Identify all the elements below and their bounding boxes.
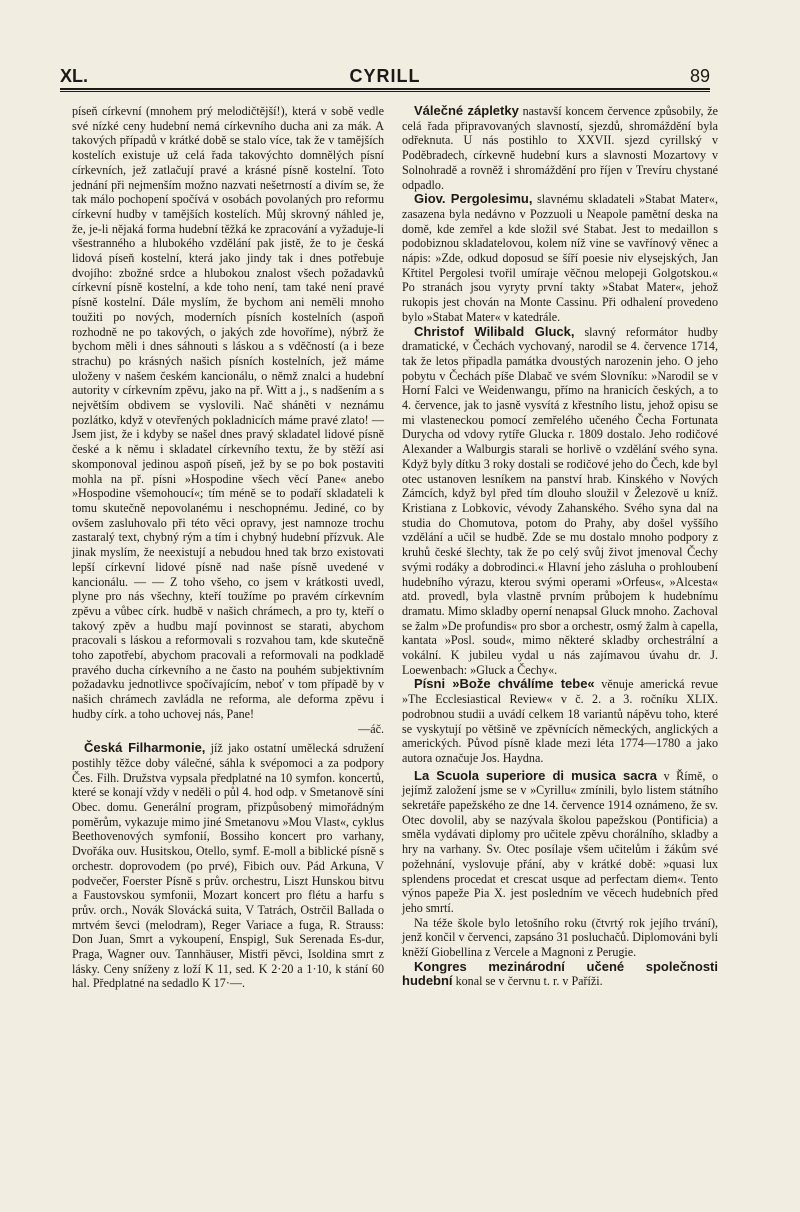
right-column (402, 104, 718, 989)
left-column (72, 104, 384, 991)
journal-title: CYRILL (349, 66, 421, 86)
article-gluck (402, 325, 718, 678)
article-boze-chvalime (402, 677, 718, 765)
text-boze-chvalime: věnuje americká revue »The Ecclesiastical Review« v č. 2. a 3. ročníku XLIX. podrobnou studii a uvádí celkem 18 variantů nápěvu toho, které se vyskytují po většině ve zpěvnících německých, anglických a amerických. Původ písně klade mezi léta 1774—1780 a jako autora označuje Jos. Haydna. (402, 677, 718, 765)
page-number: 89 (689, 66, 710, 86)
text-scuola-superiore: v Římě, o jejímž založení jsme se v »Cyrillu« zmínili, bylo listem státního sekretáře papežského ze dne 14. července 1914 oznámeno, že sv. Otec dovolil, aby se nazývala školou papežskou (Pontificia) a směla vydávati diplomy pro učitele zpěvu chorálního, skladby a hry na varhany. Sv. Otec posílaje všem učitelům i žákům své požehnání, vyslovuje přání, aby v krátké době: »quasi lux splendens procedat et crescat usque ad perfectam diem«. Tento výnos papeže Pia X. jest posledním ve věcech hudebních před jeho smrtí. (402, 768, 718, 915)
heading-pergolesi: Giov. Pergolesimu, (414, 191, 533, 207)
text-ceska-filharmonie: jíž jako ostatní umělecká sdružení postihly těžce doby válečné, sáhla k svépomoci a za podpory Čes. Filh. Družstva vypsala předplatné na 10 symfon. koncertů, které se konají vždy v neděli o půl 4. hod odp. v Smetanově síni Obec. domu. Generální program, přizpůsobený mimořádným poměrům, vykazuje mimo jiné Smetanovu »Mou Vlast«, cyklus Beethovenových symfonií, Bossiho koncert pro varhany, Dvořáka ouv. Husitskou, Otello, symf. E-moll a biblické písně s orchestr. doprovodem (po prvé), Fibich ouv. Pád Arkuna, V podvečer, Foerster Písně s prův. orchestru, Liszt Hunskou bitvu a Faustovskou symfonii, Mozart koncert pro flétu a harfu s prův. orch., Novák Slovácká suita, V Tatrách, Ostrčil Ballada o mrtvém ševci (melodram), Reger Variace a fuga, R. Strauss: Don Juan, Smrt a vykoupení, Enspigl, Suk Serenada Es-dur, Praga, Wagner ouv. Tannhäuser, Mistři pěvci, Isoldina smrt z lásky. Ceny sníženy z loží K 11, sed. K 2·20 a 1·10, k stání 60 hal. Předplatné na sedadlo K 17·—. (72, 741, 385, 991)
text-kongres: konal se v červnu t. r. v Paříži. (452, 974, 603, 989)
heading-kongres: Kongres mezinárodní učené společnosti hudební (402, 958, 718, 989)
article-ceska-filharmonie (72, 741, 384, 991)
church-song-paragraph: píseň církevní (mnohem prý melodičtější!), která v sobě vedle své nízké ceny hudební nemá církevního ducha ani za mák. A takových případů v krátké době se stalo více, tak že v tamějších kostelích existuje už celá řada takovýchto domnělých písní církevních, jež zatlačují pravé a krásné písně kostelní. Toto jednání při nejmenším možno nazvati nešetrností a divím se, že tak málo pochopení spočívá v osobách povolaných pro reformu církevní hudby v tamějších kostelích. Můj skrovný náhled je, že, je-li nějaká forma hudební těžká ke zpracování a vyžaduje-li všestranného a hlubokého vzdělání pak jistě, že to je česká lidová píseň kostelní, která jako jindy tak i dnes potřebuje dvojího: zbožné srdce a hlubokou znalost všech požadavků církevní písně kostelní, a kde toho není, tam také není pravé písně kostelní. Dále myslím, že bychom ani neměli mnoho toužiti po nových, moderních písních kostelních (aspoň rozhodně ne po takových, o jakých zde hovoříme), nýbrž že bychom měli i dnes sáhnouti s láskou a s vděčností (a i beze strachu) po krásných našich písních kostelních, jež máme uloženy v našem českém kancionálu, o němž znalci a hudební autority v církevním zpěvu, jako na př. Witt a j., s nadšením a s největším obdivem se vyslovili. Nač sháněti v neznámu pozlátko, když v otevřených pokladnicích máme pravé zlato! — Jsem jist, že i kdyby se našel dnes pravý skladatel lidové písně české a k němu i skladatel církevního textu, že by stěží asi skomponoval jedinou aspoň píseň, jež by se po bok postaviti mohla na př. písni »Hospodine všech věcí Pane« anebo »Hospodine všemohoucí«; tím méně se to podaří skladateli k tomu skutečně nepovolanému i neschopnému. Jediné, co by ovšem zasluhovalo při této věci opravy, jest namnoze trochu zastaralý text, chybný rým a tím i chybný hudební přízvuk. Ale jinak myslím, že neexistují a nebudou hned tak brzo existovati lepší církevní lidové písně nad naše písně uvedené v kancionálu. — — Z toho všeho, co jsem v krátkosti uvedl, plyne pro nás všechny, kteří toužíme po pravém církevním zpěvu a vůbec círk. hudbě v našich chrámech, a pro ty, kteří o takový zpěv a hudbu mají povinnost se starati, abychom pracovali s láskou a reformovali s rozvahou tam, kde skutečně toho zapotřebí, abychom pracovali a reformovali na podkladě pravého ducha církevního a ne často na pouhém subjektivním požadavku jednotlivce spočívajícím, neboť v tom případě by v našich chrámech zavládla ne reforma, ale deforma zpěvu i hudby círk. a toho uchovej nás, Pane! (72, 104, 384, 721)
text-pergolesi: slavnému skladateli »Stabat Mater«, zasazena byla nedávno v Pozzuoli u Neapole pamětní deska na domě, kde zemřel a kde složil své Stabat. Jest to medaillon s podobiznou skladatelovou, kolem níž vine se vavřínový věnec a nápis: »Zde, odkud doposud se šíří poesie niv elysejských, Jan Křtitel Pergolesi tvořil umíraje věčnou melopeji Golgotskou.« Po stranách jsou vyryty první takty »Stabat Mater«, jehož rukopis jest chován na Monte Cassinu. Při odhalení provedeno bylo »Stabat Mater« v katedrále. (402, 192, 718, 324)
heading-scuola-superiore: La Scuola superiore di musica sacra (414, 767, 658, 783)
heading-gluck: Christof Wilibald Gluck, (414, 323, 575, 339)
volume-number: XL. (60, 66, 89, 86)
article-scuola-superiore (402, 769, 718, 916)
scuola-students-paragraph: Na téže škole bylo letošního roku (čtvrtý rok jejího trvání), jenž končil v červenci, zapsáno 31 posluchačů. Diplomováni byli kněží Giobellina z Vercele a Magnoni z Perugie. (402, 915, 718, 960)
text-valecne-zapletky: nastavší koncem července způsobily, že celá řada připravovaných slavností, sjezdů, shromáždění byla odřeknuta. U nás postihlo to XXVII. sjezd cyrillský v Poděbradech, církevně hudební kurs a slavnosti Mozartovy v Solnohradě a rovněž i shromáždění pro říjen v Trevíru chystané odpadlo. (402, 104, 718, 192)
author-signature: —áč. (358, 721, 384, 736)
text-gluck: slavný reformátor hudby dramatické, v Čechách vychovaný, narodil se 4. července 1714, tak že letos připadla památka dvoustých narozenin jeho. O jeho pobytu v Čechách píše Dlabač ve svém Slovníku: »Narodil se v Horní Falci ve Weidenwangu, přímo na hranicích českých, a to 4. července, jak to jasně vysvítá z křestního listu, jehož opisu se mi vlasteneckou pomocí zemřelého učeného Čecha Fortunata Durycha od vdovy rytíře Glucka r. 1809 dostalo. Jeho rodičové Alexander a Walburgis starali se horlivě o vzdělání svého syna. Když byly dítku 3 roky dostali se rodičové jeho do Čech, kde byl otec ustanoven lesníkem na panství hrab. Kinského v Nových Zámcích, když byl před tím dlouho sloužil v Železově u kníž. Kristiana z Lobkovic, vévody Zahanského. Svého syna dal na studia do Chomutova, potom do Prahy, aby došel vyššího vzdělání a učil se hudbě. Zde se mu dostalo mnoho podpory z kruhů české šlechty, tak že po celý svůj život jmenoval Čechy svými rodáky a dobrodinci.« Hlavní jeho zásluha o prohloubení hudebního výrazu, kterou svými operami »Orfeus«, »Alcesta« atd. provedl, byla vlastně prvním průbojem k hudebnímu dramatu. Mimo skladby operní nenapsal Gluck mnoho. Zachoval se žalm »De profundis« pro sbor a orchestr, osmý žalm à capella, kantata »Posl. soud«, mimo některé skladby orchestrální a vokální. K jubileu vydal u nás zajímavou úvahu dr. J. Loewenbach: »Gluck a Čechy«. (402, 324, 718, 677)
article-pergolesi (402, 192, 718, 324)
article-kongres (402, 960, 718, 989)
article-valecne-zapletky (402, 104, 718, 192)
heading-valecne-zapletky: Válečné zápletky (414, 103, 519, 118)
header-rule (60, 88, 710, 92)
heading-ceska-filharmonie: Česká Filharmonie, (84, 740, 206, 756)
heading-boze-chvalime: Písni »Bože chválíme tebe« (414, 676, 595, 692)
